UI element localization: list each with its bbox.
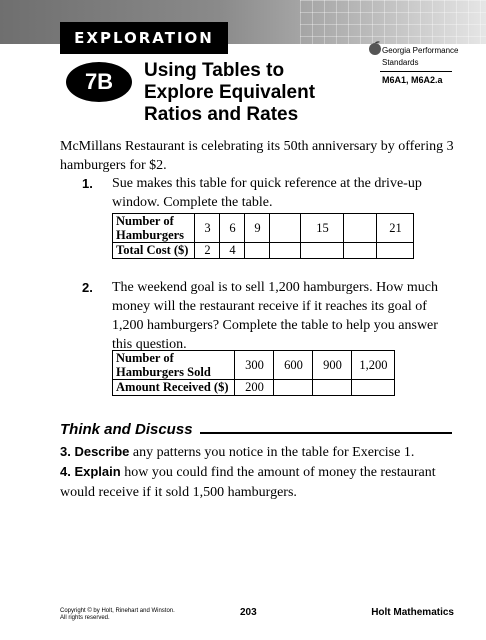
cell: 2 bbox=[195, 243, 220, 259]
cell[interactable] bbox=[270, 214, 301, 243]
think-discuss-rule bbox=[200, 432, 452, 434]
exercise-1-number: 1. bbox=[82, 176, 93, 191]
think-discuss-heading: Think and Discuss bbox=[60, 421, 193, 438]
cell: 900 bbox=[313, 351, 352, 380]
cell: 15 bbox=[301, 214, 344, 243]
standards-heading: Georgia Performance Standards bbox=[382, 46, 459, 67]
answer-cell[interactable] bbox=[377, 243, 414, 259]
standards-codes: M6A1, M6A2.a bbox=[382, 75, 443, 85]
table-row bbox=[113, 380, 395, 396]
hamburgers-sold-table bbox=[112, 350, 395, 396]
footer-copyright: Copyright © by Holt, Rinehart and Winston. All rights reserved. bbox=[60, 608, 175, 621]
title-line-1: Using Tables to bbox=[144, 60, 285, 81]
cell: 600 bbox=[274, 351, 313, 380]
answer-cell[interactable] bbox=[301, 243, 344, 259]
intro-paragraph: McMillans Restaurant is celebrating its 50th anniversary by offering 3 hamburgers for $2. bbox=[60, 139, 454, 173]
table-row bbox=[113, 351, 395, 380]
hamburger-cost-table bbox=[112, 213, 414, 259]
answer-cell[interactable] bbox=[274, 380, 313, 396]
title-line-3: Ratios and Rates bbox=[144, 104, 299, 125]
cell: 6 bbox=[220, 214, 245, 243]
cell: 300 bbox=[235, 351, 274, 380]
cell: 9 bbox=[245, 214, 270, 243]
answer-cell[interactable] bbox=[344, 243, 377, 259]
item-4-text: how you could find the amount of money the restaurant would receive if it sold 1,500 hamburgers. bbox=[60, 465, 436, 500]
table-row bbox=[113, 243, 414, 259]
georgia-peach-icon bbox=[367, 40, 383, 56]
standards-divider bbox=[380, 71, 452, 72]
lesson-title bbox=[144, 60, 344, 126]
row-header-hamburgers: Number of Hamburgers bbox=[113, 214, 195, 243]
exercise-2-text: The weekend goal is to sell 1,200 hamburgers. How much money will the restaurant receive if it reaches its goal of 1,200 hamburgers? Complete the table to help you answer this question. bbox=[112, 280, 438, 352]
cell[interactable] bbox=[344, 214, 377, 243]
title-line-2: Explore Equivalent bbox=[144, 82, 316, 103]
page-number: 203 bbox=[240, 607, 257, 618]
answer-cell[interactable] bbox=[352, 380, 395, 396]
section-label: EXPLORATION bbox=[60, 22, 228, 54]
cell: 4 bbox=[220, 243, 245, 259]
lesson-badge: 7B bbox=[66, 62, 132, 102]
cell: 3 bbox=[195, 214, 220, 243]
cell: 1,200 bbox=[352, 351, 395, 380]
item-4-label: 4. Explain bbox=[60, 464, 121, 479]
exercise-2-number: 2. bbox=[82, 280, 93, 295]
answer-cell[interactable] bbox=[245, 243, 270, 259]
book-title: Holt Mathematics bbox=[371, 607, 454, 618]
row-header-hamburgers-sold: Number of Hamburgers Sold bbox=[113, 351, 235, 380]
row-header-amount-received: Amount Received ($) bbox=[113, 380, 235, 396]
exercise-1-text: Sue makes this table for quick reference at the drive-up window. Complete the table. bbox=[112, 176, 422, 210]
item-3-text: any patterns you notice in the table for Exercise 1. bbox=[129, 445, 415, 460]
cell: 200 bbox=[235, 380, 274, 396]
item-3-label: 3. Describe bbox=[60, 444, 130, 459]
answer-cell[interactable] bbox=[270, 243, 301, 259]
cell: 21 bbox=[377, 214, 414, 243]
table-row bbox=[113, 214, 414, 243]
discussion-item-3 bbox=[60, 442, 460, 463]
discussion-item-4 bbox=[60, 462, 460, 503]
banner-texture bbox=[300, 0, 486, 44]
answer-cell[interactable] bbox=[313, 380, 352, 396]
row-header-total-cost: Total Cost ($) bbox=[113, 243, 195, 259]
